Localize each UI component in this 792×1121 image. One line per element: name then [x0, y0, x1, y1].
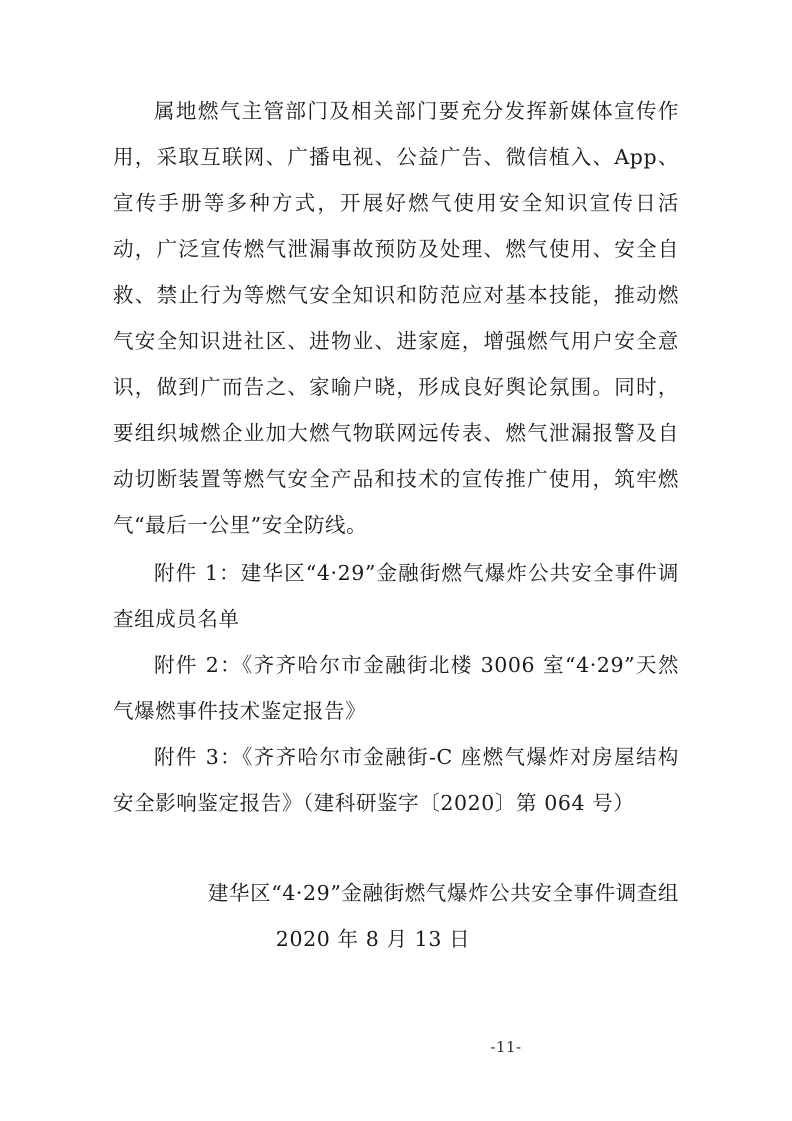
attachment-list	[113, 550, 679, 826]
attachment-item-3: 附件 3：《齐齐哈尔市金融街-C 座燃气爆炸对房屋结构安全影响鉴定报告》（建科研鉴字〔2020〕第 064 号）	[113, 745, 679, 815]
signature-organization: 建华区“4·29”金融街燃气爆炸公共安全事件调查组	[207, 881, 679, 905]
page-content	[113, 88, 679, 962]
signature-date: 2020 年 8 月 13 日	[275, 927, 471, 951]
attachment-item-2: 附件 2：《齐齐哈尔市金融街北楼 3006 室“4·29”天然气爆燃事件技术鉴定报告》	[113, 653, 679, 723]
page-number: -11-	[490, 1038, 522, 1056]
signature-block	[113, 870, 679, 962]
attachment-item-1: 附件 1：建华区“4·29”金融街燃气爆炸公共安全事件调查组成员名单	[113, 561, 679, 631]
body-paragraph: 属地燃气主管部门及相关部门要充分发挥新媒体宣传作用，采取互联网、广播电视、公益广告、微信植入、App、宣传手册等多种方式，开展好燃气使用安全知识宣传日活动，广泛宣传燃气泄漏事故预防及处理、燃气使用、安全自救、禁止行为等燃气安全知识和防范应对基本技能，推动燃气安全知识进社区、进物业、进家庭，增强燃气用户安全意识，做到广而告之、家喻户晓，形成良好舆论氛围。同时，要组织城燃企业加大燃气物联网远传表、燃气泄漏报警及自动切断装置等燃气安全产品和技术的宣传推广使用，筑牢燃气“最后一公里”安全防线。	[113, 99, 679, 537]
